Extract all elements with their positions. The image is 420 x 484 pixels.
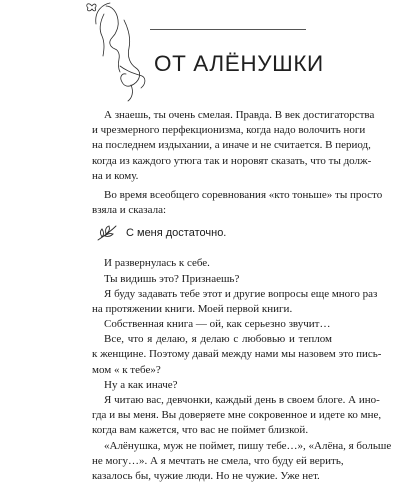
text-line: не могу…». А я мечтать не смела, что буду ей верить, [92, 454, 344, 467]
text-line: «Алёнушка, муж не поймет, пишу тебе…», «Алёна, я больше [104, 439, 392, 452]
text-line: гда и вы меня. Вы доверяете мне сокровенное и идете ко мне, [92, 409, 382, 422]
text-line: к женщине. Поэтому давай между нами мы назовем это пись- [92, 348, 382, 361]
text-line: Я буду задавать тебе этот и другие вопросы еще много раз [104, 287, 378, 300]
text-line: казалось бы, чужие люди. Но не чужие. Уже нет. [92, 469, 320, 482]
text-line: А знаешь, ты очень смелая. Правда. В век достигаторства [104, 109, 375, 121]
heading-rule [150, 29, 306, 30]
text-line: и чрезмерного перфекционизма, когда надо волочить ноги [92, 124, 366, 137]
text-line: Я читаю вас, девчонки, каждый день в своем блоге. А ино- [104, 394, 380, 406]
text-line: когда вам кажется, что вас не поймет близкой. [92, 424, 309, 437]
text-line: когда из каждого утюга так и норовят сказать, что ты долж- [92, 154, 372, 167]
quote-block [92, 218, 332, 256]
text-line: Ну а как иначе? [104, 378, 178, 391]
chapter-title: ОТ АЛЁНУШКИ [154, 51, 324, 77]
text-line: мом « к тебе»? [92, 363, 161, 376]
woman-butterfly-illustration [84, 2, 154, 104]
body-text [92, 108, 392, 484]
text-line: на последнем издыхании, а иначе и не считается. В период, [92, 139, 371, 152]
text-line: на протяжении книги. Моей первой книги. [92, 302, 293, 315]
text-line: взяла и сказала: [92, 204, 167, 217]
text-line: на и кому. [92, 169, 139, 182]
text-line: Во время всеобщего соревнования «кто тоньше» ты просто [104, 188, 383, 201]
quote-text: С меня достаточно. [126, 227, 227, 240]
leaf-sprig-icon [96, 222, 118, 244]
text-line: Ты видишь это? Признаешь? [104, 272, 240, 285]
text-line: И развернулась к себе. [104, 257, 210, 270]
text-line: Собственная книга — ой, как серьезно звучит… [104, 318, 331, 331]
text-line: Все, что я делаю, я делаю с любовью и теплом [104, 333, 332, 346]
